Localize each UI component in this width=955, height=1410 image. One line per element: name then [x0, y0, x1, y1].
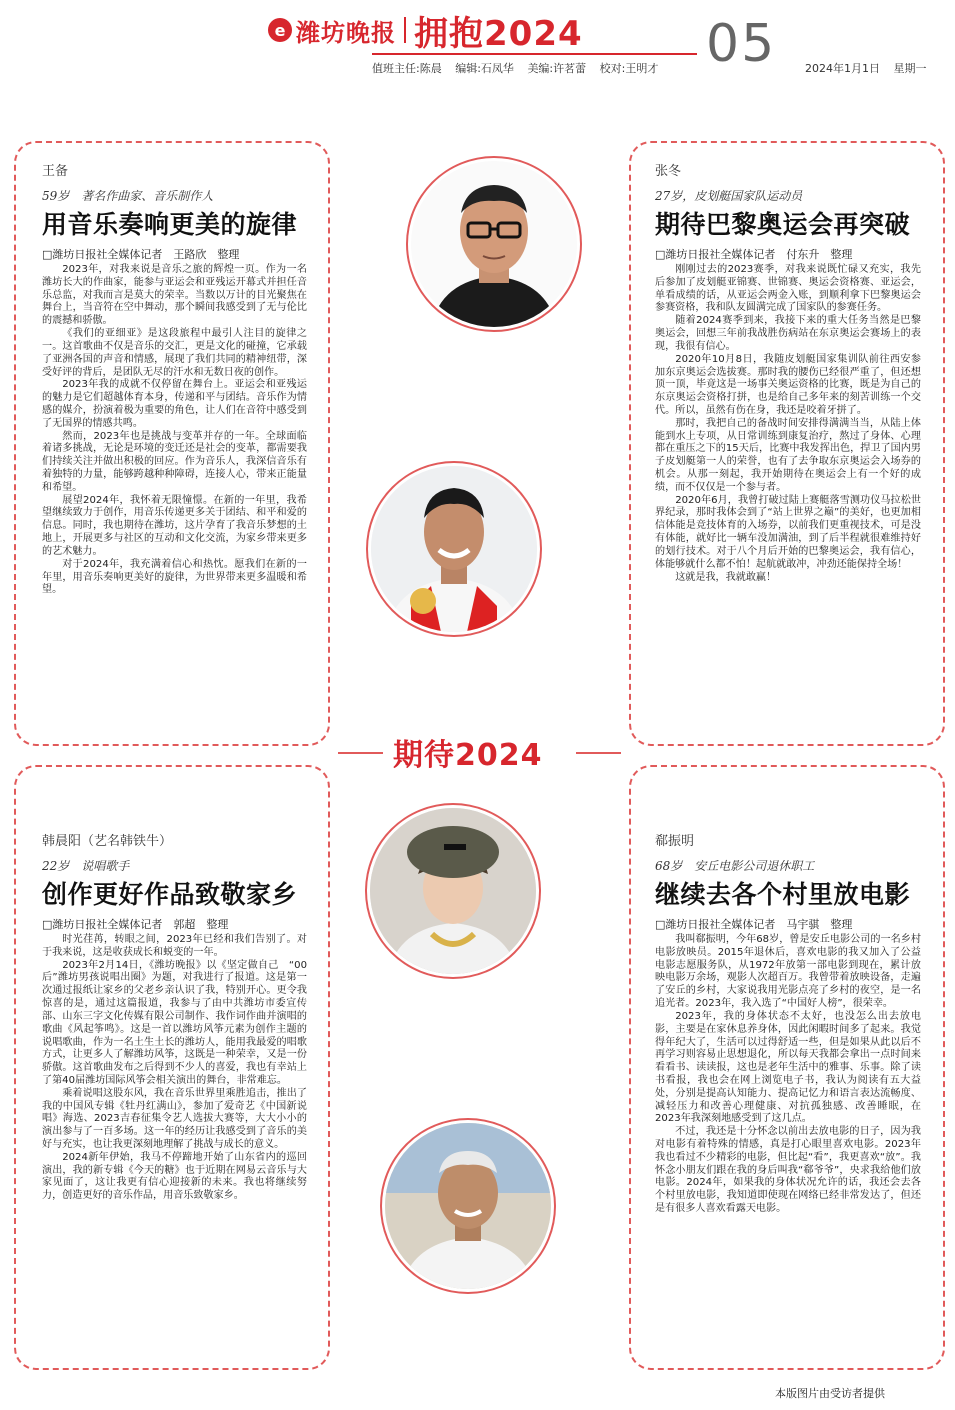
article-paragraph: 刚刚过去的2023赛季，对我来说既忙碌又充实，我先后参加了皮划艇亚锦赛、世锦赛、奥运会资格赛、亚运会，单看成绩的话，从亚运会两金入账，到顺利拿下巴黎奥运会参赛资格，我和队友圆满完成了国家队的参赛任务。	[655, 264, 921, 314]
reporter-credit: □潍坊日报社全媒体记者 马宇骐 整理	[655, 918, 853, 931]
center-title: 期待2024	[393, 738, 543, 773]
article-paragraph: 2023年，我的身体状态不太好，也没怎么出去放电影，主要是在家休息养身体，因此闲暇时间多了起来。我觉得年纪大了，生活可以过得舒适一些，但是如果从此以后不再学习则容易止思想退化，所以每天我都会拿出一点时间来看看书、读读报，这也是老年生活中的雅事、乐事。除了读书看报，我也会在网上浏览电子书，我认为阅读有五大益处，分别是提高认知能力、提高记忆力和语言表达流畅度、减轻压力和改善心理健康、对抗孤独感、改善睡眠，在2023年我深刻地感受到了这几点。	[655, 1010, 921, 1125]
staff-credits	[372, 60, 668, 76]
article-paragraph: 2020年10月8日，我随皮划艇国家集训队前往西安参加东京奥运会选拔赛。那时我的腰伤已经很严重了，但还想顶一顶，毕竟这是一场事关奥运资格的比赛，既是为自己的东京奥运会资格打拼，也是给自己多年来的刻苦训练一个交代。所以，虽然有伤在身，我还是咬着牙拼了。	[655, 353, 921, 416]
article-wangbei	[42, 160, 307, 597]
page-number: 05	[706, 14, 777, 74]
portrait-illustration	[385, 1123, 551, 1289]
portrait-photo-hanchenyang	[367, 805, 539, 977]
article-headline: 创作更好作品致敬家乡	[42, 880, 298, 909]
section-slogan: 拥抱2024	[414, 13, 583, 54]
portrait-illustration	[371, 466, 537, 632]
logo-divider	[404, 17, 406, 43]
article-paragraph: 这就是我，我就敢赢！	[675, 571, 777, 583]
staff-editor: 编辑:石凤华	[455, 62, 514, 75]
article-headline: 期待巴黎奥运会再突破	[655, 210, 911, 239]
reporter-credit: □潍坊日报社全媒体记者 郭超 整理	[42, 918, 229, 931]
person-age-role: 27岁，皮划艇国家队运动员	[655, 189, 803, 203]
center-title-rule-right	[576, 752, 621, 754]
article-paragraph: 2020年6月，我曾打破过陆上赛艇落雪测功仪马拉松世界纪录，那时我体会到了“站上世界之巅”的美好，也更加相信体能是竞技体育的入场券，以前我们更重视技术，可是没有体能，就好比一辆车没加满油，到了后半程就很难维持好的划行技术。对于八个月后开始的巴黎奥运会，我有信心，体能够就什么都不怕！起航就敢冲，冲劲还能保持全场！	[655, 494, 921, 570]
article-headline: 继续去各个村里放电影	[655, 880, 911, 909]
portrait-illustration	[370, 808, 536, 974]
portrait-photo-zhangdong	[368, 463, 540, 635]
article-paragraph: 然而，2023年也是挑战与变革并存的一年。全球面临着诸多挑战，无论是环境的变迁还是社会的变革，都需要我们持续关注并做出积极的回应。作为音乐人，我深信音乐有着独特的力量，能够跨越种种障碍，连接人心，带来正能量和希望。	[42, 430, 307, 493]
date-text: 2024年1月1日	[805, 62, 880, 75]
article-hanchenyang	[42, 830, 307, 1203]
staff-duty-director: 值班主任:陈晨	[372, 62, 442, 75]
article-paragraph: 不过，我还是十分怀念以前出去放电影的日子，因为我对电影有着特殊的情感，真是打心眼里喜欢电影。2023年我也看过不少精彩的电影，但比起“看”，我更喜欢“放”。我怀念小朋友们跟在我的身后叫我“郗爷爷”，央求我给他们放电影。2024年，如果我的身体状况允许的话，我还会去各个村里放电影，我知道即使现在网络已经非常发达了，但还是有很多人喜欢看露天电影。	[655, 1126, 921, 1215]
article-paragraph: 时光荏苒，转眼之间，2023年已经和我们告别了。对于我来说，这是收获成长和蜕变的一年。	[42, 934, 307, 958]
person-age-role: 22岁 说唱歌手	[42, 859, 130, 873]
article-paragraph: 对于2024年，我充满着信心和热忱。愿我们在新的一年里，用音乐奏响更美好的旋律，为世界带来更多温暖和希望。	[42, 558, 307, 596]
article-paragraph: 那时，我把自己的备战时间安排得满满当当，从陆上体能到水上专项，从日常训练到康复治疗，熬过了身体、心理都在重压之下的15天后，比赛中我发挥出色，捍卫了国内男子皮划艇第一人的荣誉，也有了去争取东京奥运会入场券的机会。从那一刻起，我开始期待在奥运会上有一个好的成绩，而不仅仅是一个参与者。	[655, 417, 921, 493]
portrait-illustration	[411, 161, 577, 327]
article-paragraph: 2024新年伊始，我马不停蹄地开始了山东省内的巡回演出，我的新专辑《今天的糖》也于近期在网易云音乐与大家见面了，这让我更有信心迎接新的未来。我也将继续努力，创造更好的音乐作品，用音乐致敬家乡。	[42, 1151, 307, 1202]
issue-date	[805, 60, 937, 76]
article-zhangdong	[655, 160, 921, 584]
newspaper-logo	[268, 13, 583, 54]
article-paragraph: 展望2024年，我怀着无限憧憬。在新的一年里，我希望继续致力于创作，用音乐传递更多关于团结、和平和爱的信息。同时，我也期待在潍坊，这片孕育了我音乐梦想的土地上，开展更多与社区的互动和文化交流，为家乡带来更多的艺术魅力。	[42, 494, 307, 557]
article-xizhenming	[655, 830, 921, 1216]
center-title-rule-left	[338, 752, 383, 754]
paper-name: 潍坊晚报	[296, 18, 396, 47]
article-headline: 用音乐奏响更美的旋律	[42, 210, 298, 239]
article-paragraph: 乘着说唱这股东风，我在音乐世界里乘胜追击，推出了我的中国风专辑《牡丹红满山》，参加了爱奇艺《中国新说唱》海选、2023吉春征集令艺人选拔大赛等，大大小小的演出参与了一百多场。这一年的经历让我感受到了音乐的美好与充实，也让我更深刻地理解了挑战与成长的意义。	[42, 1087, 307, 1150]
person-age-role: 68岁 安丘电影公司退休职工	[655, 859, 815, 873]
header-rule	[372, 53, 697, 55]
article-paragraph: 2023年我的成就不仅停留在舞台上。亚运会和亚残运的魅力是它们超越体育本身，传递和平与团结。音乐作为情感的媒介，扮演着极为重要的角色，让人们在音符中感受到了无国界的情感共鸣。	[42, 379, 307, 429]
weekday-text: 星期一	[893, 62, 927, 75]
photo-credit-note: 本版图片由受访者提供	[775, 1387, 885, 1400]
article-paragraph: 2023年2月14日，《潍坊晚报》以《坚定做自己 “00后”潍坊男孩说唱出圈》为题，对我进行了报道。这是第一次通过报纸让家乡的父老乡亲认识了我，特别开心。更令我惊喜的是，通过这篇报道，我参与了由中共潍坊市委宣传部、山东三字文化传媒有限公司制作、我作词作曲并演唱的歌曲《风起筝鸣》。这是一首以潍坊风筝元素为创作主题的说唱歌曲，作为一名土生土长的潍坊人，能用我最爱的唱歌方式，让更多人了解潍坊风筝，这既是一种荣幸，又是一份骄傲。这首歌曲发布之后得到不少人的喜爱，我也有幸站上了第40届潍坊国际风筝会相关演出的舞台，非常难忘。	[42, 959, 307, 1086]
logo-icon: e	[268, 18, 292, 42]
article-paragraph: 2023年，对我来说是音乐之旅的辉煌一页。作为一名潍坊长大的作曲家，能参与亚运会和亚残运开幕式并担任音乐总监，对我而言是莫大的荣幸。当数以万计的目光聚焦在舞台上，当音符在空中舞动，那个瞬间我感受到了无与伦比的震撼和骄傲。	[42, 264, 307, 327]
page-header	[0, 0, 955, 80]
staff-proofreader: 校对:王明才	[599, 62, 659, 75]
person-name: 张冬	[655, 164, 682, 179]
article-paragraph: 随着2024赛季到来，我接下来的重大任务当然是巴黎奥运会，回想三年前我战胜伤病站在东京奥运会赛场上的表现，我很有信心。	[655, 315, 921, 352]
person-name: 韩晨阳（艺名韩铁牛）	[42, 834, 173, 849]
person-age-role: 59岁 著名作曲家、音乐制作人	[42, 189, 214, 203]
portrait-photo-xizhenming	[382, 1120, 554, 1292]
portrait-photo-wangbei	[408, 158, 580, 330]
article-paragraph: 《我们的亚细亚》是这段旅程中最引人注目的旋律之一。这首歌曲不仅是音乐的交汇，更是文化的碰撞，它承载了亚洲各国的声音和情感，展现了我们共同的精神纽带，深受好评的背后，是团队无尽的汗水和无数日夜的创作。	[42, 328, 307, 378]
article-paragraph: 我叫郗振明，今年68岁，曾是安丘电影公司的一名乡村电影放映员。2015年退休后，喜欢电影的我又加入了公益电影志愿服务队，从1972年放第一部电影到现在，累计放映电影万余场，观影人次超百万。我曾带着放映设备，走遍了安丘的乡村，大家说我用光影点亮了乡村的夜空，是一名追光者。2023年，我入选了“中国好人榜”，很荣幸。	[655, 934, 921, 1010]
staff-art-editor: 美编:许茗蕾	[527, 62, 587, 75]
reporter-credit: □潍坊日报社全媒体记者 付东升 整理	[655, 248, 853, 261]
reporter-credit: □潍坊日报社全媒体记者 王路欣 整理	[42, 248, 240, 261]
person-name: 郗振明	[655, 834, 695, 849]
person-name: 王备	[42, 164, 69, 179]
